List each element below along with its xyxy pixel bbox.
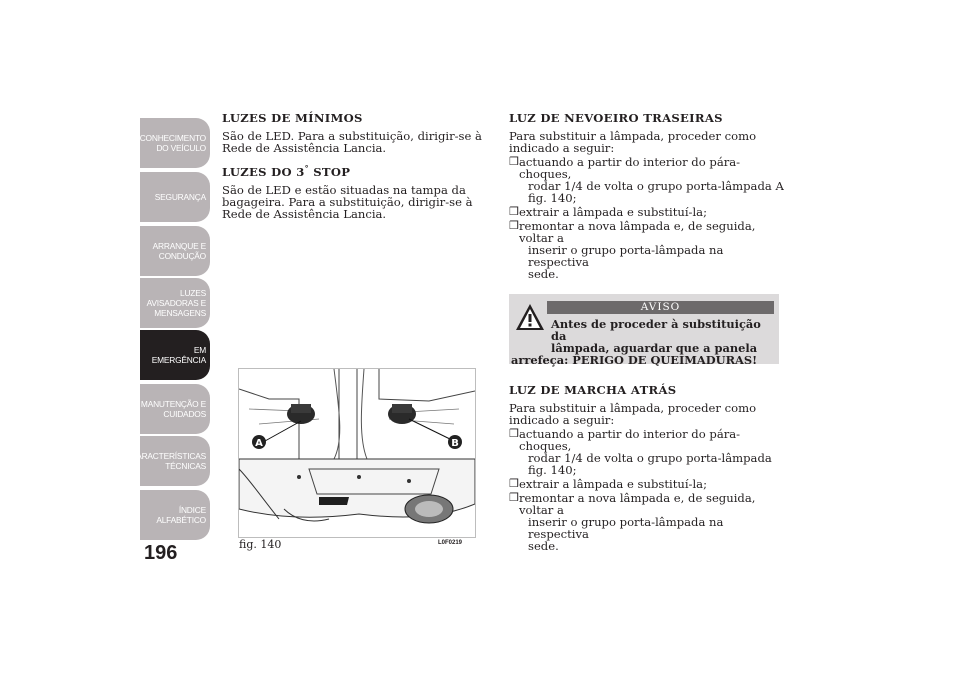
tab-label: LUZES <box>180 288 206 298</box>
section-title-minimos: LUZES DE MÍNIMOS <box>222 111 363 125</box>
checkbox-bullet-icon: ❒ <box>509 219 519 232</box>
section-intro-marcha-atras: Para substituir a lâmpada, proceder como indicado a seguir: <box>509 401 757 427</box>
step-line: actuando a partir do interior do pára-choques, <box>519 427 741 453</box>
section-title-marcha-atras: LUZ DE MARCHA ATRÁS <box>509 383 677 397</box>
figure-caption: fig. 140 <box>239 538 282 551</box>
step-line: extrair a lâmpada e substituí-la; <box>519 205 707 219</box>
tab-caracteristicas-tecnicas[interactable] <box>130 436 210 486</box>
tab-label: ARRANQUE E <box>152 241 206 251</box>
steps-nevoeiro <box>509 156 785 280</box>
step-line: actuando a partir do interior do pára-choques, <box>519 155 741 181</box>
step-line: inserir o grupo porta-lâmpada na respectiva <box>528 515 724 541</box>
tab-luzes-avisadoras[interactable] <box>140 278 210 328</box>
step-line: sede. <box>528 267 559 281</box>
step-line: rodar 1/4 de volta o grupo porta-lâmpada <box>528 451 772 465</box>
tab-label: CARACTERÍSTICAS <box>130 451 206 461</box>
tab-label: MENSAGENS <box>154 308 206 318</box>
warning-line: Antes de proceder à substituição da <box>551 317 761 343</box>
figure-code: L0F0219 <box>438 540 463 546</box>
callout-a: A <box>255 438 263 449</box>
page-number: 196 <box>144 542 178 564</box>
left-column <box>222 112 490 228</box>
section-text-minimos: São de LED. Para a substituição, dirigir-se à Rede de Assistência Lancia. <box>222 129 482 155</box>
step-line: sede. <box>528 539 559 553</box>
list-item <box>509 428 785 476</box>
step-line: fig. 140; <box>528 463 577 477</box>
tab-label: AVISADORAS E <box>146 298 206 308</box>
tab-seguranca[interactable] <box>140 172 210 222</box>
step-line: fig. 140; <box>528 191 577 205</box>
tab-label: CONDUÇÃO <box>158 251 206 261</box>
list-item <box>509 478 785 490</box>
section-title-nevoeiro: LUZ DE NEVOEIRO TRASEIRAS <box>509 111 723 125</box>
tab-label: TÉCNICAS <box>165 461 206 471</box>
list-item <box>509 206 785 218</box>
title-part: LUZES DO 3 <box>222 164 305 179</box>
step-line: rodar 1/4 de volta o grupo porta-lâmpada A <box>528 179 784 193</box>
tab-em-emergencia[interactable] <box>140 330 210 380</box>
section-title-3-stop <box>222 162 490 178</box>
tab-arranque-e-conducao[interactable] <box>140 226 210 276</box>
title-part: STOP <box>308 164 351 179</box>
checkbox-bullet-icon: ❒ <box>509 491 519 504</box>
tab-indice-alfabetico[interactable] <box>140 490 210 540</box>
steps-marcha-atras <box>509 428 785 552</box>
figure-140-image <box>238 368 476 538</box>
checkbox-bullet-icon: ❒ <box>509 427 519 440</box>
step-line: extrair a lâmpada e substituí-la; <box>519 477 707 491</box>
right-column <box>509 112 785 558</box>
list-item <box>509 156 785 204</box>
tab-label: CONHECIMENTO <box>139 133 206 143</box>
tab-label: ÍNDICE <box>178 505 206 515</box>
warning-line: lâmpada, aguardar que a panela <box>551 341 758 355</box>
tab-label: SEGURANÇA <box>154 192 206 202</box>
step-line: remontar a nova lâmpada e, de seguida, voltar a <box>519 491 756 517</box>
step-line: inserir o grupo porta-lâmpada na respectiva <box>528 243 724 269</box>
warning-line: arrefeça: PERIGO DE QUEIMADURAS! <box>511 353 758 367</box>
tab-label: MANUTENÇÃO E <box>140 399 206 409</box>
warning-box <box>509 294 779 367</box>
rear-bumper-illustration <box>239 369 475 537</box>
section-text-3-stop: São de LED e estão situadas na tampa da bagageira. Para a substituição, dirigir-se à Rede de Assistência Lancia. <box>222 182 473 221</box>
tab-manutencao-e-cuidados[interactable] <box>140 384 210 434</box>
list-item <box>509 492 785 552</box>
degree-sign: ° <box>304 163 309 173</box>
callout-b: B <box>451 438 459 449</box>
tab-label: ALFABÉTICO <box>156 515 206 525</box>
tab-label: EM EMERGÊNCIA <box>151 345 206 365</box>
tab-label: DO VEÍCULO <box>156 143 206 153</box>
section-intro-nevoeiro: Para substituir a lâmpada, proceder como indicado a seguir: <box>509 129 757 155</box>
warning-text <box>511 318 773 366</box>
checkbox-bullet-icon: ❒ <box>509 477 519 490</box>
tab-label: CUIDADOS <box>163 409 206 419</box>
checkbox-bullet-icon: ❒ <box>509 155 519 168</box>
step-line: remontar a nova lâmpada e, de seguida, voltar a <box>519 219 756 245</box>
checkbox-bullet-icon: ❒ <box>509 205 519 218</box>
warning-title: AVISO <box>547 301 774 314</box>
tab-conhecimento-do-veiculo[interactable] <box>140 118 210 168</box>
list-item <box>509 220 785 280</box>
